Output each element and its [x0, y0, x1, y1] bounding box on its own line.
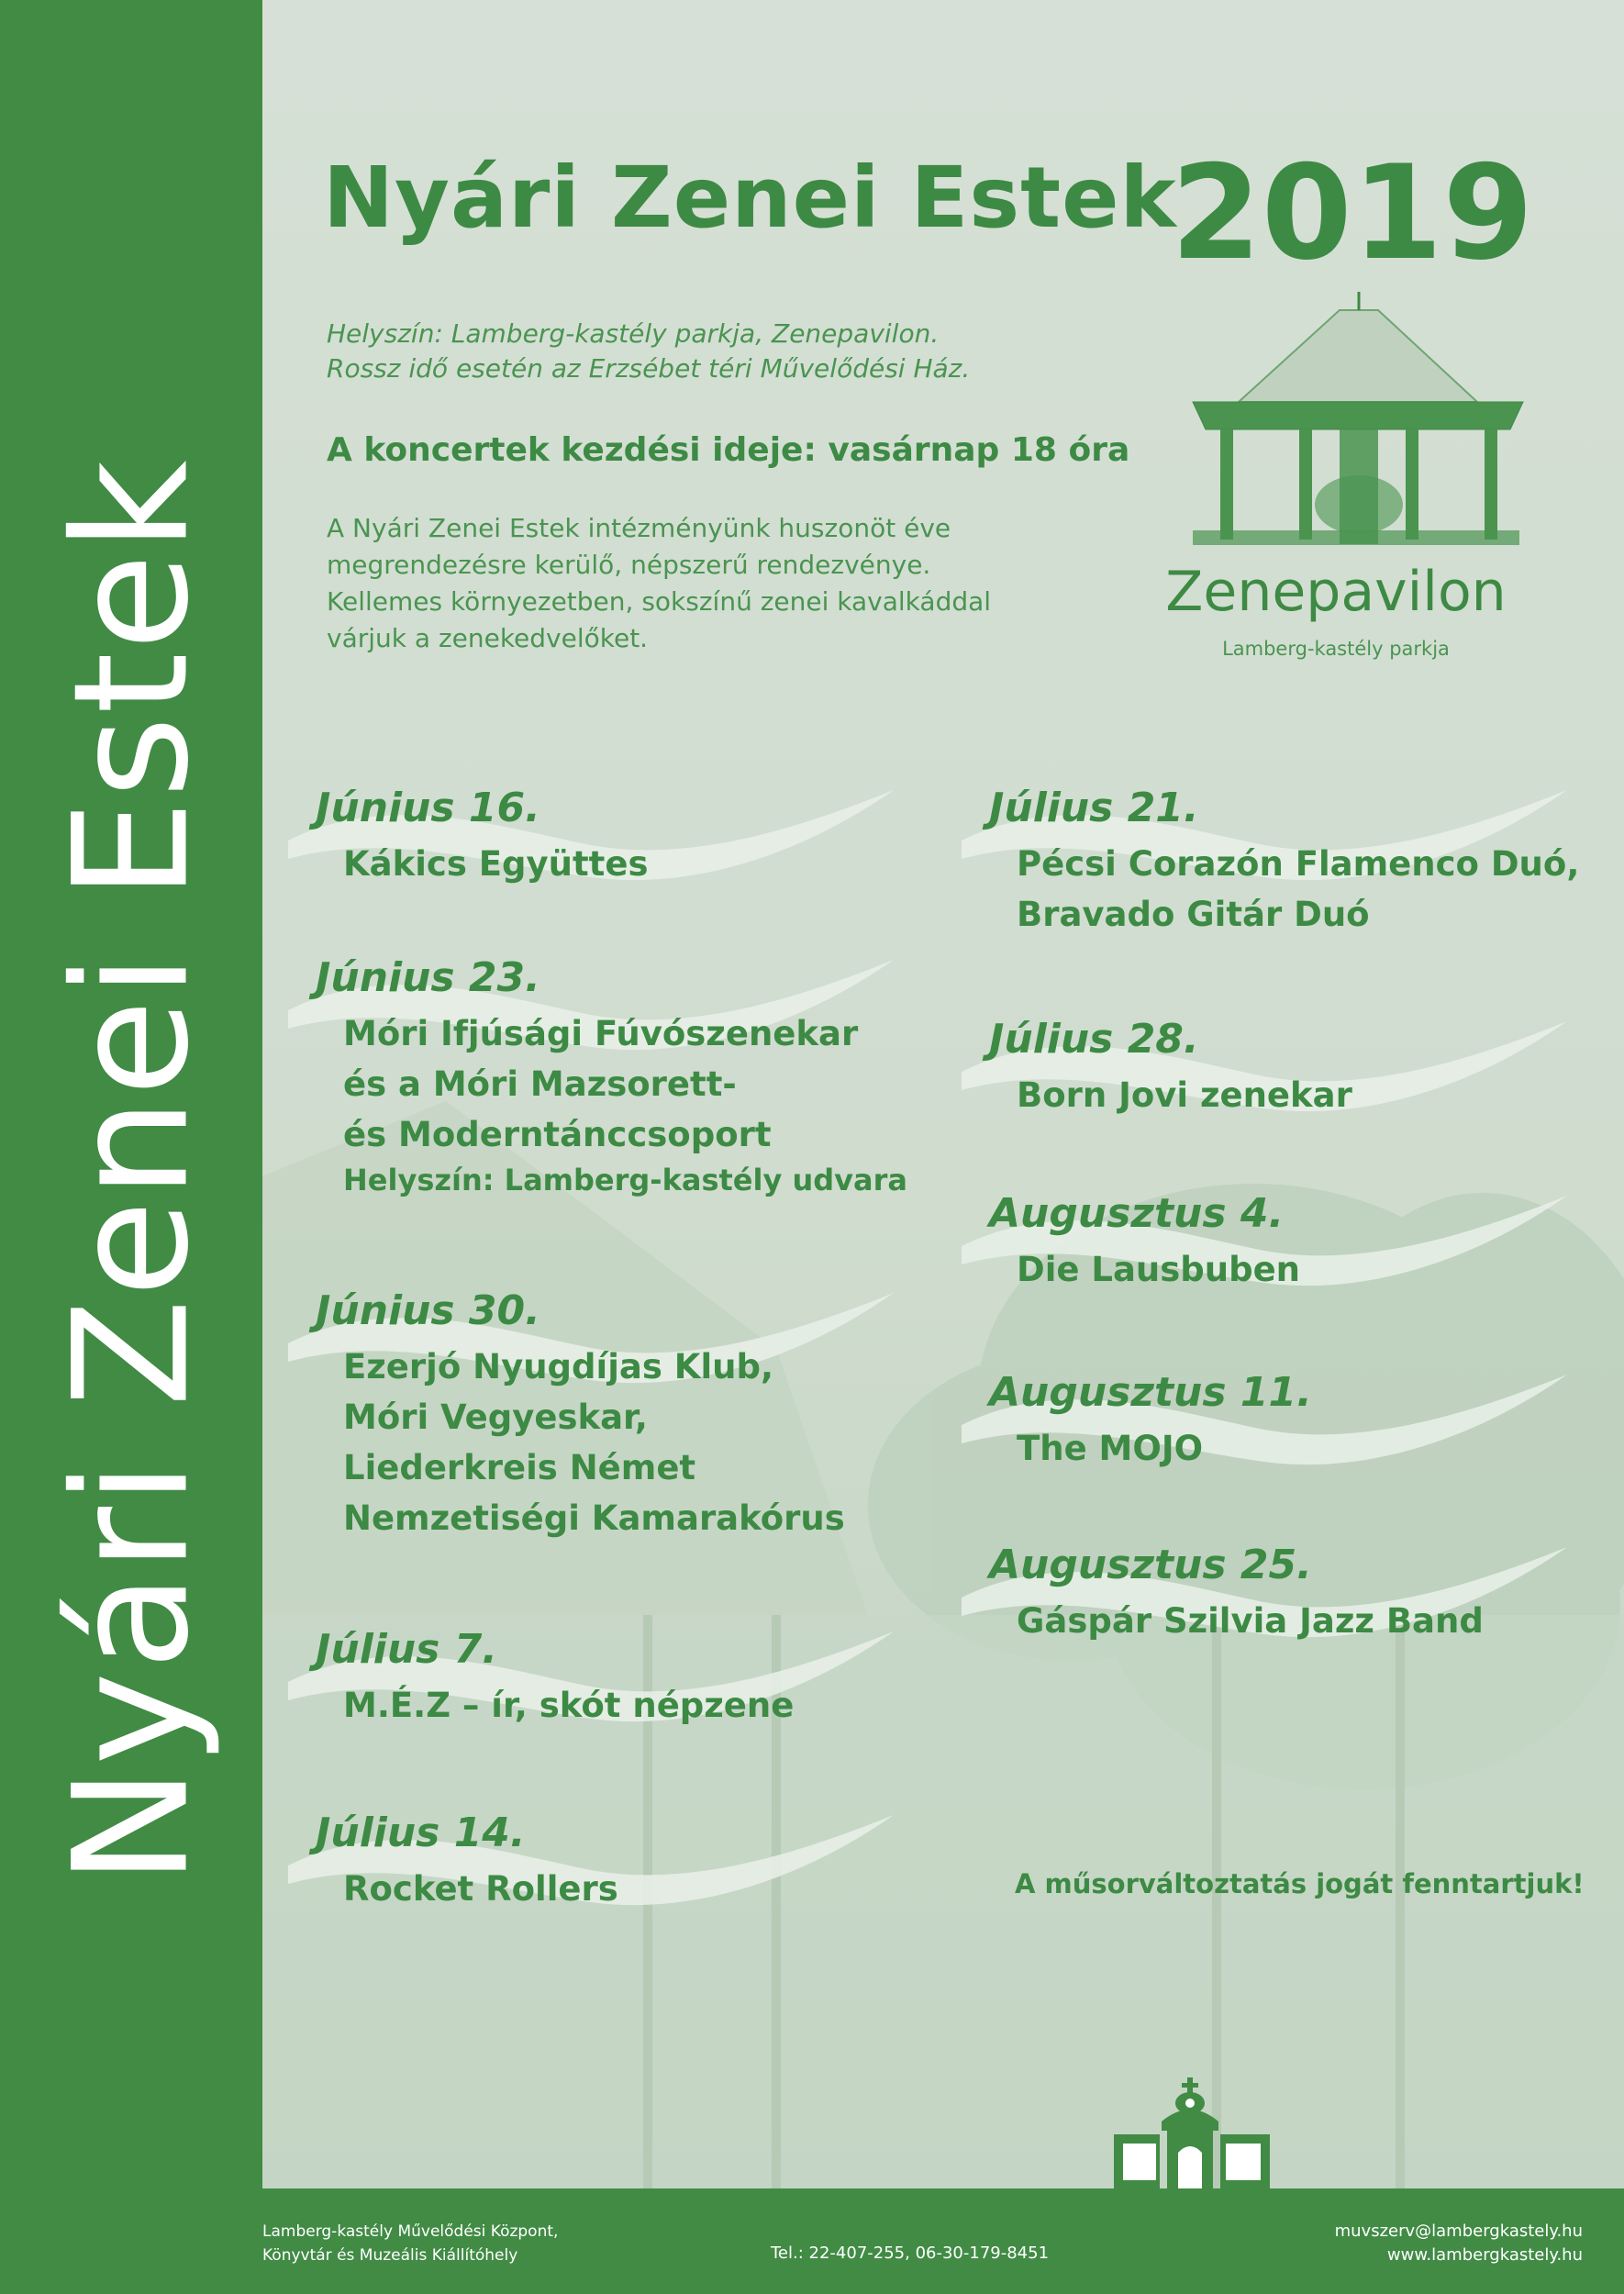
- footer: [262, 2188, 1624, 2294]
- event-performers: [1017, 839, 1579, 940]
- performer-line: és a Móri Mazsorett-: [343, 1064, 737, 1104]
- event-date: Augusztus 11.: [989, 1369, 1312, 1416]
- event-item: [316, 1810, 618, 1914]
- event-date: Augusztus 4.: [989, 1190, 1285, 1237]
- event-note: Helyszín: Lamberg-kastély udvara: [343, 1163, 907, 1197]
- venue-info: [327, 317, 970, 386]
- event-performer: M.É.Z – ír, skót népzene: [343, 1686, 795, 1725]
- event-item: [316, 1287, 845, 1543]
- performer-line: Móri Vegyeskar,: [343, 1398, 648, 1437]
- page-title: Nyári Zenei Estek: [323, 149, 1177, 247]
- event-date: Június 23.: [316, 954, 540, 1001]
- performer-line: Nemzetiségi Kamarakórus: [343, 1498, 845, 1538]
- event-item: [989, 1542, 1484, 1646]
- performer-line: és Moderntánccsoport: [343, 1115, 772, 1154]
- event-performers: [343, 1008, 907, 1160]
- poster-main: [262, 0, 1624, 2188]
- venue-line: Rossz idő esetén az Erzsébet téri Művelődési Ház.: [327, 353, 971, 384]
- performer-line: Pécsi Corazón Flamenco Duó,: [1017, 844, 1580, 884]
- org-line: Könyvtár és Muzeális Kiállítóhely: [262, 2246, 518, 2265]
- event-performer: The MOJO: [1017, 1429, 1204, 1468]
- pavilion-subtitle: Lamberg-kastély parkja: [1222, 638, 1450, 660]
- sidebar: [0, 0, 262, 2294]
- footer-phone: Tel.: 22-407-255, 06-30-179-8451: [771, 2244, 1050, 2263]
- intro-line: A Nyári Zenei Estek intézményünk huszonöt éve: [327, 513, 951, 543]
- event-item: [316, 1626, 794, 1731]
- performer-line: Bravado Gitár Duó: [1017, 895, 1370, 934]
- event-performer: Rocket Rollers: [343, 1869, 618, 1909]
- event-performer: Die Lausbuben: [1017, 1250, 1301, 1289]
- venue-line: Helyszín: Lamberg-kastély parkja, Zenepavilon.: [327, 318, 940, 349]
- start-time: A koncertek kezdési ideje: vasárnap 18 óra: [327, 431, 1130, 469]
- website-link[interactable]: www.lambergkastely.hu: [1386, 2245, 1583, 2265]
- email-link[interactable]: muvszerv@lambergkastely.hu: [1334, 2222, 1583, 2241]
- event-date: Július 21.: [989, 785, 1199, 831]
- pavilion-name: Zenepavilon: [1165, 560, 1507, 624]
- performer-line: Móri Ifjúsági Fúvószenekar: [343, 1014, 859, 1053]
- event-item: [989, 1016, 1352, 1120]
- footer-organization: [262, 2220, 558, 2267]
- intro-line: várjuk a zenekedvelőket.: [327, 623, 649, 653]
- event-performer: Gáspár Szilvia Jazz Band: [1017, 1601, 1484, 1641]
- event-date: Június 30.: [316, 1287, 540, 1334]
- event-item: [989, 1369, 1312, 1474]
- event-item: [989, 1190, 1300, 1295]
- pavilion-illustration: [1165, 292, 1532, 558]
- event-item: [989, 785, 1579, 940]
- performer-line: Ezerjó Nyugdíjas Klub,: [343, 1347, 774, 1386]
- org-line: Lamberg-kastély Művelődési Központ,: [262, 2222, 559, 2241]
- event-performer: Born Jovi zenekar: [1017, 1075, 1352, 1115]
- event-performer: Kákics Együttes: [343, 844, 649, 884]
- footer-contact: [1335, 2220, 1583, 2267]
- year: 2019: [1171, 138, 1534, 289]
- event-performers: [343, 1342, 845, 1543]
- intro-text: [327, 510, 991, 657]
- castle-logo-icon: [1114, 2077, 1270, 2188]
- intro-line: megrendezésre kerülő, népszerű rendezvénye.: [327, 550, 931, 580]
- event-item: [316, 954, 907, 1200]
- vertical-title: Nyári Zenei Estek: [39, 458, 224, 1886]
- event-date: Július 14.: [316, 1810, 526, 1856]
- event-date: Július 28.: [989, 1016, 1199, 1063]
- performer-line: Liederkreis Német: [343, 1448, 696, 1487]
- event-date: Augusztus 25.: [989, 1542, 1312, 1588]
- event-item: [316, 785, 648, 889]
- event-date: Június 16.: [316, 785, 540, 831]
- event-date: Július 7.: [316, 1626, 498, 1673]
- disclaimer: A műsorváltoztatás jogát fenntartjuk!: [1015, 1868, 1585, 1899]
- intro-line: Kellemes környezetben, sokszínű zenei kavalkáddal: [327, 586, 992, 617]
